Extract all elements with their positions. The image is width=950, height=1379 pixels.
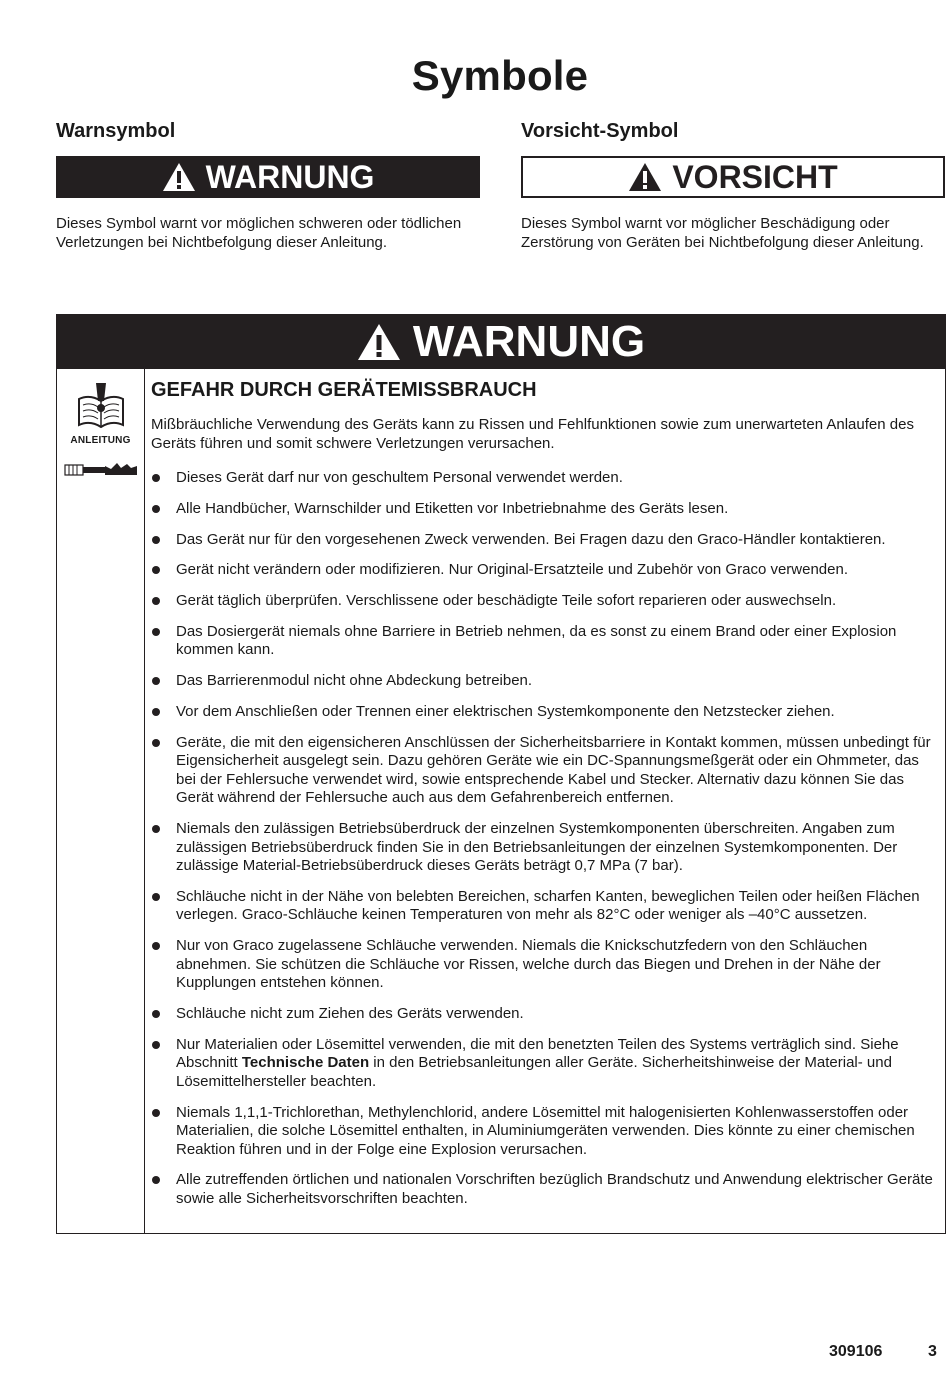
bullet-item: Alle Handbücher, Warnschilder und Etiketten vor Inbetriebnahme des Geräts lesen. — [151, 500, 937, 519]
caution-banner-label: VORSICHT — [672, 158, 838, 195]
warning-banner-label: WARNUNG — [205, 158, 375, 195]
bullet-item: Das Dosiergerät niemals ohne Barriere in Betrieb nehmen, da es sonst zu einem Brand oder einer Explosion kommen kann. — [151, 623, 937, 660]
warning-banner — [56, 156, 480, 198]
bullet-item: Schläuche nicht zum Ziehen des Geräts verwenden. — [151, 1005, 937, 1024]
bullet-item: Vor dem Anschließen oder Trennen einer elektrischen Systemkomponente den Netzstecker ziehen. — [151, 703, 937, 722]
bullet-item: Schläuche nicht in der Nähe von belebten Bereichen, scharfen Kanten, beweglichen Teilen oder heißen Flächen verlegen. Graco-Schläuche keinen Temperaturen von mehr als 82°C oder weniger als –40°C aussetzen. — [151, 888, 937, 925]
warning-symbol-section — [56, 118, 480, 252]
warning-triangle-icon — [162, 162, 196, 192]
equipment-misuse-warning-box — [56, 314, 946, 1234]
bullet-item: Das Gerät nur für den vorgesehenen Zweck verwenden. Bei Fragen dazu den Graco-Händler kontaktieren. — [151, 531, 937, 550]
hazard-bullet-list — [151, 469, 937, 1208]
hazard-intro: Mißbräuchliche Verwendung des Geräts kann zu Rissen und Fehlfunktionen sowie zum unerwarteten Anlaufen des Geräts führen und somit schwere Verletzungen verursachen. — [151, 416, 914, 452]
page-number: 3 — [928, 1343, 937, 1360]
bullet-item: Dieses Gerät darf nur von geschultem Personal verwendet werden. — [151, 469, 937, 488]
page-title: Symbole — [411, 52, 589, 99]
warning-symbol-heading: Warnsymbol — [56, 120, 176, 142]
caution-banner — [521, 156, 945, 198]
bullet-item: Das Barrierenmodul nicht ohne Abdeckung betreiben. — [151, 672, 937, 691]
caution-triangle-icon — [628, 162, 662, 192]
bullet-text: in den Betriebsanleitungen aller Geräte. Sicherheitshinweise der Material- und Lösemittelhersteller beachten. — [176, 1054, 892, 1090]
caution-symbol-heading: Vorsicht-Symbol — [521, 120, 679, 142]
bullet-item: Nur von Graco zugelassene Schläuche verwenden. Niemals die Knickschutzfedern von den Schläuchen abnehmen. Sie schützen die Schläuche vor Rissen, welche durch das Biegen und Drehen in der Nähe der Kupplungen entstehen können. — [151, 937, 937, 993]
bullet-item: Geräte, die mit den eigensicheren Anschlüssen der Sicherheitsbarriere in Kontakt kommen, müssen unbedingt für Eigensicherheit ausgelegt sein. Dazu gehören Geräte wie ein DC-Spannungsmeßgerät oder ein Ohmmeter, das bei der Fehlersuche verwendet wird, sowie entsprechende Kabel und Stecker. Alternativ dazu können Sie das Gerät während der Fehlersuche auch aus dem Gefahrenbereich entfernen. — [151, 734, 937, 808]
hazard-icon-column — [57, 369, 145, 1233]
warning-triangle-icon — [357, 323, 401, 361]
bullet-item: Alle zutreffenden örtlichen und nationalen Vorschriften bezüglich Brandschutz und Anwendung elektrischer Geräte sowie alle Sicherheitsvorschriften beachten. — [151, 1171, 937, 1208]
caution-symbol-description: Dieses Symbol warnt vor möglicher Beschädigung oder Zerstörung von Geräten bei Nichtbefolgung dieser Anleitung. — [521, 215, 924, 251]
document-number: 309106 — [829, 1343, 883, 1360]
read-manual-label: ANLEITUNG — [70, 435, 131, 446]
warning-box-header — [57, 315, 945, 369]
warning-symbol-description: Dieses Symbol warnt vor möglichen schweren oder tödlichen Verletzungen bei Nichtbefolgung dieser Anleitung. — [56, 215, 462, 251]
hazard-title: GEFAHR DURCH GERÄTEMISSBRAUCH — [151, 379, 537, 401]
warning-box-body — [57, 369, 945, 1233]
bullet-item: Niemals 1,1,1-Trichlorethan, Methylenchlorid, andere Lösemittel mit halogenisierten Kohlenwasserstoffen oder Materialien, die solche Lösemittel enthalten, in Aluminiumgeräten verwenden. Dies könnte zu einer chemischen Reaktion führen und in der Folge eine Explosion verursachen. — [151, 1104, 937, 1160]
hose-icon — [63, 460, 139, 480]
bullet-item: Niemals den zulässigen Betriebsüberdruck der einzelnen Systemkomponenten überschreiten. Angaben zum zulässigen Betriebsüberdruck finden Sie in den Betriebsanleitungen der einzelnen Systemkomponenten. Der zulässige Material-Betriebsüberdruck dieses Geräts beträgt 0,7 MPa (7 bar). — [151, 820, 937, 876]
hazard-text-column — [145, 369, 945, 1233]
read-manual-icon — [75, 381, 127, 431]
warning-box-header-label: WARNUNG — [412, 317, 646, 366]
bullet-text: Nur Materialien oder Lösemittel verwenden, die mit den benetzten Teilen des Systems verträglich sind. Siehe Abschnitt — [176, 1035, 899, 1072]
caution-symbol-section — [521, 118, 945, 252]
bullet-item: Gerät nicht verändern oder modifizieren. Nur Original-Ersatzteile und Zubehör von Graco verwenden. — [151, 561, 937, 580]
bullet-item: Gerät täglich überprüfen. Verschlissene oder beschädigte Teile sofort reparieren oder auswechseln. — [151, 592, 937, 611]
technical-data-reference: Technische Daten — [241, 1054, 370, 1072]
bullet-item — [151, 1036, 937, 1092]
